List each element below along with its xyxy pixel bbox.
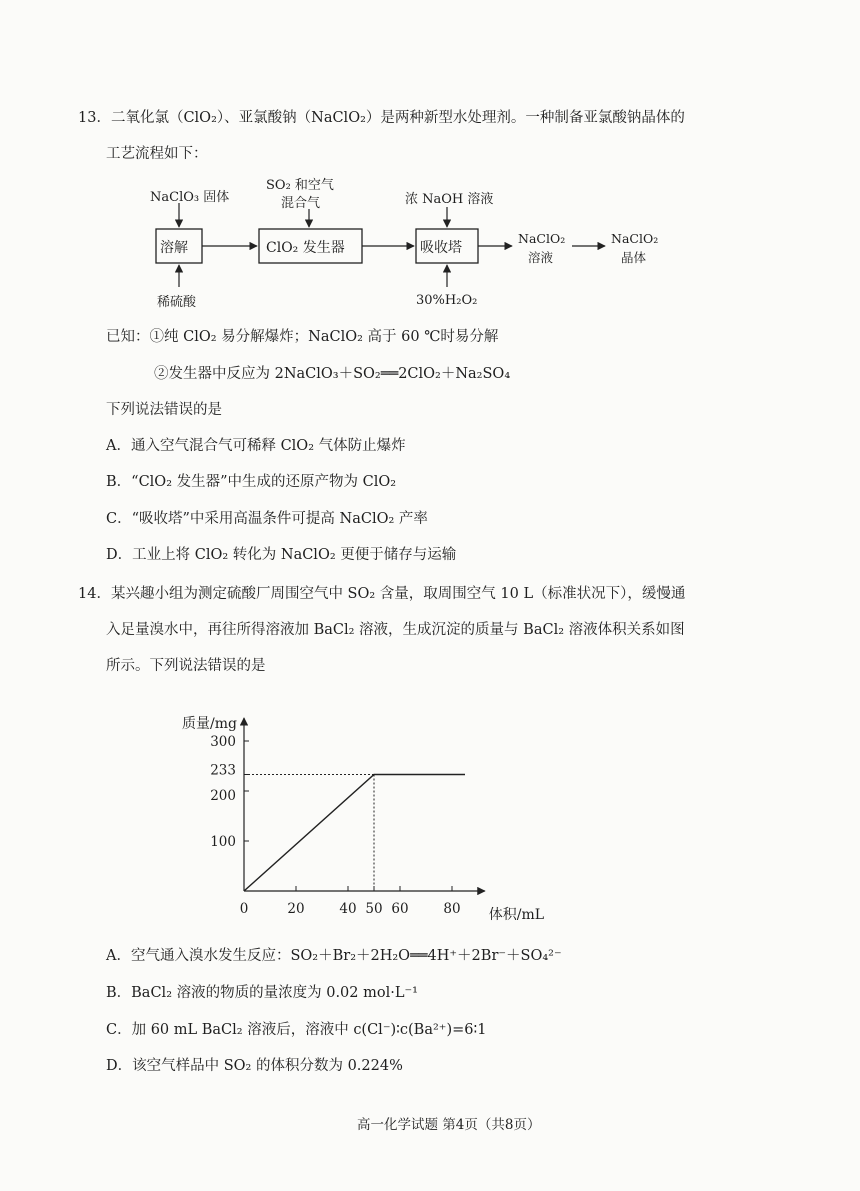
q13-option-c: C．“吸收塔”中采用高温条件可提高 NaClO₂ 产率 [106, 511, 428, 527]
page-footer: 高一化学试题 第4页（共8页） [357, 1117, 541, 1133]
x-tick-label: 0 [239, 901, 249, 917]
y-tick-label: 300 [210, 734, 236, 750]
x-tick-label: 20 [287, 901, 305, 917]
flow-input-so2-line2: 混合气 [281, 196, 321, 211]
flow-output-solution-line2: 溶液 [528, 250, 554, 265]
x-tick-label: 40 [339, 901, 357, 917]
q13-line1: 13．二氧化氯（ClO₂）、亚氯酸钠（NaClO₂）是两种新型水处理剂。一种制备亚氯酸钠晶体的 [78, 110, 685, 126]
flow-output-crystal-line2: 晶体 [621, 250, 647, 265]
q14-line3: 所示。下列说法错误的是 [106, 658, 266, 674]
q13-stem: 下列说法错误的是 [106, 402, 222, 418]
y-tick-label: 233 [210, 762, 236, 779]
q13-option-d: D．工业上将 ClO₂ 转化为 NaClO₂ 更便于储存与运输 [106, 547, 457, 563]
q14-option-d: D．该空气样品中 SO₂ 的体积分数为 0.224% [106, 1058, 403, 1074]
q13-option-b: B．“ClO₂ 发生器”中生成的还原产物为 ClO₂ [106, 474, 397, 490]
box-generator-label: ClO₂ 发生器 [266, 240, 345, 256]
flow-input-naoh: 浓 NaOH 溶液 [405, 192, 494, 207]
q14-line1: 14．某兴趣小组为测定硫酸厂周围空气中 SO₂ 含量，取周围空气 10 L（标准状况下），缓慢通 [78, 586, 686, 602]
y-axis-label: 质量/mg [182, 716, 237, 732]
flow-output-solution-line1: NaClO₂ [518, 231, 566, 246]
q14-option-c: C．加 60 mL BaCl₂ 溶液后，溶液中 c(Cl⁻)∶c(Ba²⁺)=6∶1 [106, 1022, 487, 1038]
box-dissolve-label: 溶解 [160, 240, 188, 256]
flow-output-crystal-line1: NaClO₂ [611, 231, 659, 246]
q13-known1: 已知：①纯 ClO₂ 易分解爆炸；NaClO₂ 高于 60 ℃时易分解 [106, 329, 499, 345]
q13-option-a: A．通入空气混合气可稀释 ClO₂ 气体防止爆炸 [106, 438, 406, 454]
q13-known2: ②发生器中反应为 2NaClO₃＋SO₂══2ClO₂＋Na₂SO₄ [154, 366, 511, 382]
q14-line2: 入足量溴水中，再往所得溶液加 BaCl₂ 溶液，生成沉淀的质量与 BaCl₂ 溶液体积关系如图 [106, 622, 685, 638]
flow-input-h2so4: 稀硫酸 [157, 295, 197, 310]
box-absorber-label: 吸收塔 [420, 240, 462, 256]
flow-input-so2-line1: SO₂ 和空气 [266, 178, 334, 193]
y-tick-label: 200 [210, 788, 236, 804]
x-tick-label: 60 [391, 901, 409, 917]
flow-input-naclo3: NaClO₃ 固体 [150, 190, 230, 205]
q13-line2: 工艺流程如下： [106, 146, 208, 162]
x-tick-label: 80 [443, 901, 461, 917]
precipitate-mass-chart [170, 680, 550, 930]
q14-option-b: B．BaCl₂ 溶液的物质的量浓度为 0.02 mol·L⁻¹ [106, 985, 418, 1001]
flow-input-h2o2: 30%H₂O₂ [416, 293, 478, 308]
y-tick-label: 100 [210, 834, 236, 850]
x-tick-label: 50 [365, 901, 383, 917]
x-axis-label: 体积/mL [488, 907, 545, 923]
q14-option-a: A．空气通入溴水发生反应：SO₂＋Br₂＋2H₂O══4H⁺＋2Br⁻＋SO₄²⁻ [106, 948, 562, 964]
series-line-0 [244, 775, 465, 892]
